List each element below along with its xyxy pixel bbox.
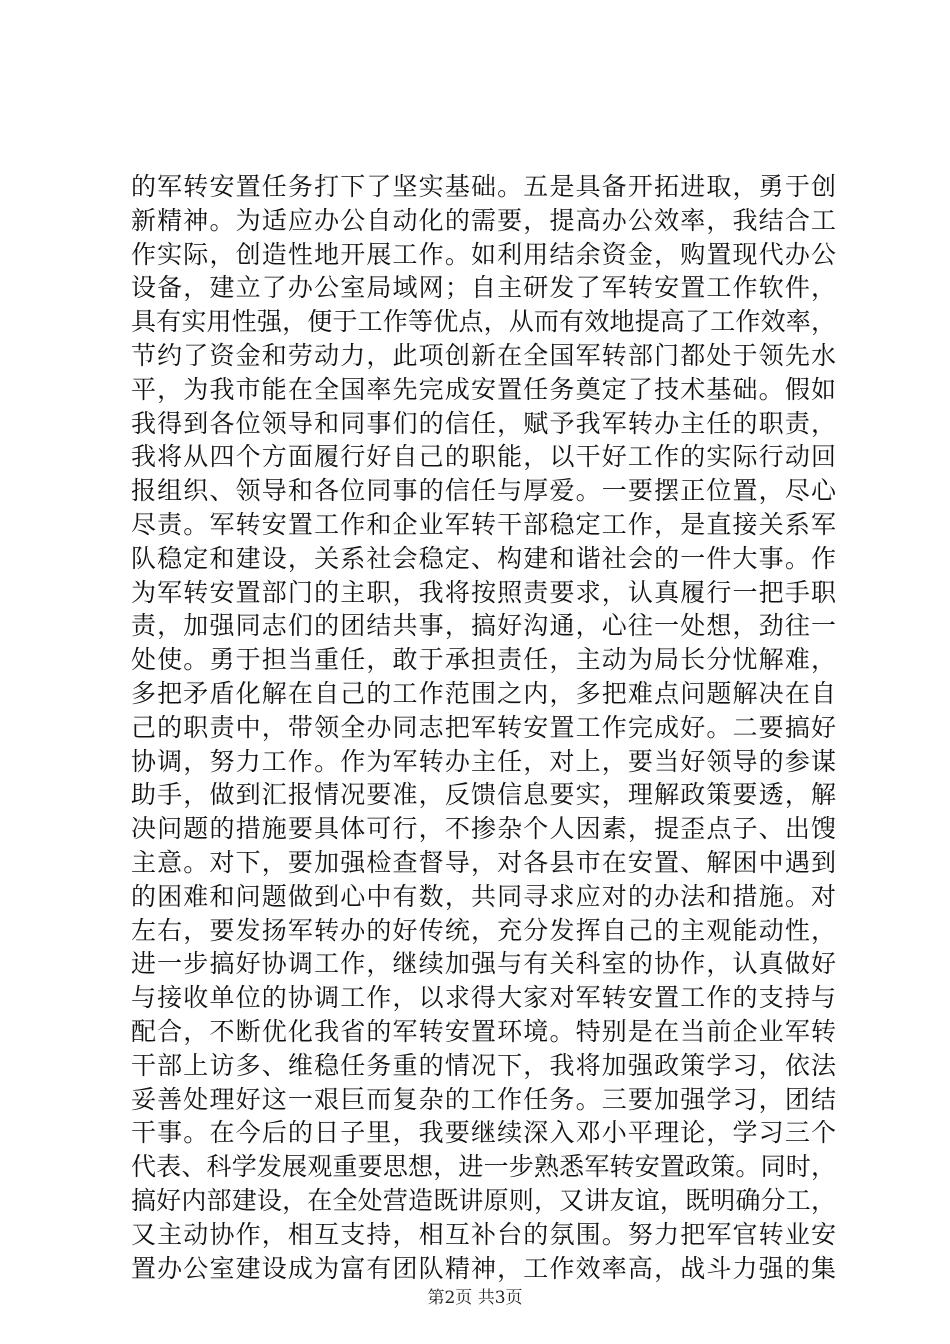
text-line: 搞好内部建设，在全处营造既讲原则，又讲友谊，既明确分工， <box>131 1185 836 1215</box>
text-line: 决问题的措施要具体可行，不掺杂个人因素，提歪点子、出馊 <box>131 814 836 844</box>
text-line: 设备，建立了办公室局域网；自主研发了军转安置工作软件， <box>131 273 836 303</box>
text-line: 左右，要发扬军转办的好传统，充分发挥自己的主观能动性， <box>131 915 836 945</box>
text-line: 置办公室建设成为富有团队精神，工作效率高，战斗力强的集 <box>131 1253 836 1283</box>
text-line: 助手，做到汇报情况要准，反馈信息要实，理解政策要透，解 <box>131 780 836 810</box>
text-line: 妥善处理好这一艰巨而复杂的工作任务。三要加强学习，团结 <box>131 1084 836 1114</box>
text-line: 配合，不断优化我省的军转安置环境。特别是在当前企业军转 <box>131 1016 836 1046</box>
text-line: 报组织、领导和各位同事的信任与厚爱。一要摆正位置，尽心 <box>131 476 836 506</box>
text-line: 主意。对下，要加强检查督导，对各县市在安置、解困中遇到 <box>131 847 836 877</box>
body-paragraph <box>131 170 836 1285</box>
text-line: 尽责。军转安置工作和企业军转干部稳定工作，是直接关系军 <box>131 509 836 539</box>
text-line: 具有实用性强，便于工作等优点，从而有效地提高了工作效率， <box>131 307 836 337</box>
text-line: 责，加强同志们的团结共事，搞好沟通，心往一处想，劲往一 <box>131 611 836 641</box>
text-line: 我得到各位领导和同事们的信任，赋予我军转办主任的职责， <box>131 408 836 438</box>
text-line: 平，为我市能在全国率先完成安置任务奠定了技术基础。假如 <box>131 374 836 404</box>
text-line: 干事。在今后的日子里，我要继续深入邓小平理论，学习三个 <box>131 1118 836 1148</box>
text-line: 队稳定和建设，关系社会稳定、构建和谐社会的一件大事。作 <box>131 543 836 573</box>
text-line: 节约了资金和劳动力，此项创新在全国军转部门都处于领先水 <box>131 340 836 370</box>
page-number-footer: 第2页 共3页 <box>427 1288 523 1308</box>
text-line: 我将从四个方面履行好自己的职能，以干好工作的实际行动回 <box>131 442 836 472</box>
text-line: 作实际，创造性地开展工作。如利用结余资金，购置现代办公 <box>131 239 836 269</box>
text-line: 的困难和问题做到心中有数，共同寻求应对的办法和措施。对 <box>131 881 836 911</box>
text-line: 为军转安置部门的主职，我将按照责要求，认真履行一把手职 <box>131 577 836 607</box>
text-line: 协调，努力工作。作为军转办主任，对上，要当好领导的参谋 <box>131 746 836 776</box>
text-line: 新精神。为适应办公自动化的需要，提高办公效率，我结合工 <box>131 205 836 235</box>
text-line: 处使。勇于担当重任，敢于承担责任，主动为局长分忧解难， <box>131 645 836 675</box>
text-line: 己的职责中，带领全办同志把军转安置工作完成好。二要搞好 <box>131 712 836 742</box>
text-line: 进一步搞好协调工作，继续加强与有关科室的协作，认真做好 <box>131 949 836 979</box>
text-line: 的军转安置任务打下了坚实基础。五是具备开拓进取，勇于创 <box>131 172 836 201</box>
text-line: 多把矛盾化解在自己的工作范围之内，多把难点问题解决在自 <box>131 678 836 708</box>
text-line: 代表、科学发展观重要思想，进一步熟悉军转安置政策。同时， <box>131 1152 836 1182</box>
text-line: 干部上访多、维稳任务重的情况下，我将加强政策学习，依法 <box>131 1050 836 1080</box>
text-line: 又主动协作，相互支持，相互补台的氛围。努力把军官转业安 <box>131 1219 836 1249</box>
text-line: 与接收单位的协调工作，以求得大家对军转安置工作的支持与 <box>131 983 836 1013</box>
